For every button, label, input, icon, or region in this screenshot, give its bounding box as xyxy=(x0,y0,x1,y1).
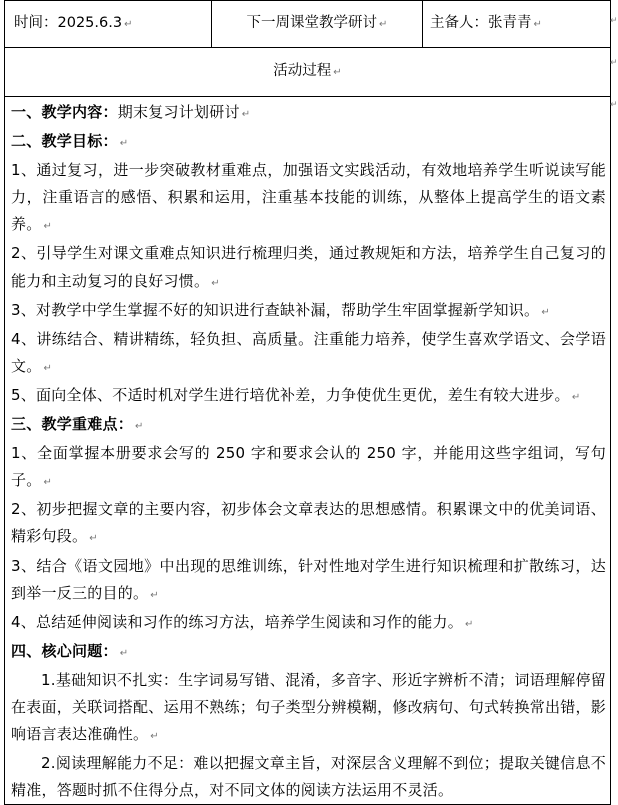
time-label: 时间： xyxy=(14,15,58,31)
paragraph-mark: ↵ xyxy=(211,277,220,289)
section-heading: 三、教学重难点： xyxy=(11,415,134,434)
lesson-plan-table xyxy=(4,0,611,805)
content-row xyxy=(5,97,611,805)
section-title-cell xyxy=(5,48,611,97)
content-heading xyxy=(11,638,606,667)
paragraph-mark: ↵ xyxy=(333,67,342,78)
row-end-mark: ↵ xyxy=(610,16,618,26)
paragraph-mark: ↵ xyxy=(241,109,251,120)
topic-cell xyxy=(212,1,423,48)
paragraph-mark: ↵ xyxy=(43,477,53,489)
preparer-name: 张青青 xyxy=(488,15,532,31)
section-title-row xyxy=(5,48,611,97)
section-title: 活动过程 xyxy=(273,63,332,79)
list-item: 3、结合《语文园地》中出现的思维训练，针对性地对学生进行知识梳理和扩散练习，达到举一反三的目的。 ↵ xyxy=(11,556,606,602)
list-item: 2、引导学生对课文重难点知识进行梳理归类，通过教规矩和方法，培养学生自己复习的能力和主动复习的良好习惯。 ↵ xyxy=(11,244,606,290)
section-text: 期末复习计划研讨 xyxy=(117,103,240,121)
paragraph-mark: ↵ xyxy=(119,138,129,150)
paragraph-mark: ↵ xyxy=(89,533,98,545)
header-row xyxy=(5,1,611,48)
section-heading: 四、核心问题： xyxy=(11,641,118,660)
time-cell xyxy=(5,1,212,48)
section-heading: 一、教学内容： xyxy=(11,103,118,121)
row-end-mark: ↵ xyxy=(610,58,618,68)
paragraph-mark: ↵ xyxy=(541,306,550,318)
preparer-cell xyxy=(423,1,611,48)
time-value: 2025.6.3 xyxy=(57,15,123,31)
list-item: 5、面向全体、不适时机对学生进行培优补差，力争使优生更优，差生有较大进步。 ↵ xyxy=(11,385,581,404)
paragraph-mark: ↵ xyxy=(119,647,129,659)
list-item: 4、总结延伸阅读和习作的练习方法，培养学生阅读和习作的能力。 ↵ xyxy=(11,612,474,631)
list-item: 2.阅读理解能力不足：难以把握文章主旨，对深层含义理解不到位；提取关键信息不精准，答题时抓不住得分点，对不同文体的阅读方法运用不灵活。 xyxy=(11,754,606,800)
document-page xyxy=(4,0,610,801)
paragraph-mark: ↵ xyxy=(379,19,388,30)
paragraph-mark: ↵ xyxy=(150,731,159,743)
paragraph-mark: ↵ xyxy=(124,19,133,30)
paragraph-mark: ↵ xyxy=(533,19,542,30)
list-item: 2、初步把握文章的主要内容，初步体会文章表达的思想感情。积累课文中的优美词语、精彩句段。 ↵ xyxy=(11,500,606,546)
paragraph-mark: ↵ xyxy=(43,362,53,374)
content-heading xyxy=(11,411,606,440)
content-heading xyxy=(11,128,606,157)
list-item: 3、对教学中学生掌握不好的知识进行查缺补漏，帮助学生牢固掌握新学知识。 ↵ xyxy=(11,300,550,319)
paragraph-mark: ↵ xyxy=(571,391,581,403)
content-heading xyxy=(11,99,606,128)
section-heading: 二、教学目标： xyxy=(11,132,118,151)
topic-title: 下一周课堂教学研讨 xyxy=(246,15,378,31)
content-cell xyxy=(5,97,611,805)
list-item: 4、讲练结合、精讲精练，轻负担、高质量。注重能力培养，使学生喜欢学语文、会学语文。 ↵ xyxy=(11,329,606,375)
preparer-label: 主备人： xyxy=(430,15,488,31)
row-end-mark: ↵ xyxy=(610,100,618,110)
list-item: 1、通过复习，进一步突破教材重难点，加强语文实践活动，有效地培养学生听说读写能力，注重语言的感悟、积累和运用，注重基本技能的训练，从整体上提高学生的语文素养。 ↵ xyxy=(11,161,606,234)
paragraph-mark: ↵ xyxy=(465,618,474,630)
list-item: 1.基础知识不扎实：生字词易写错、混淆，多音字、形近字辨析不清；词语理解停留在表面，关联词搭配、运用不熟练；句子类型分辨模糊，修改病句、句式转换常出错，影响语言表达准确性。 ↵ xyxy=(11,670,606,744)
paragraph-mark: ↵ xyxy=(135,421,144,433)
paragraph-mark: ↵ xyxy=(43,221,53,233)
paragraph-mark: ↵ xyxy=(150,589,159,601)
list-item: 1、全面掌握本册要求会写的 250 字和要求会认的 250 字，并能用这些字组词，写句子。 ↵ xyxy=(11,444,606,490)
